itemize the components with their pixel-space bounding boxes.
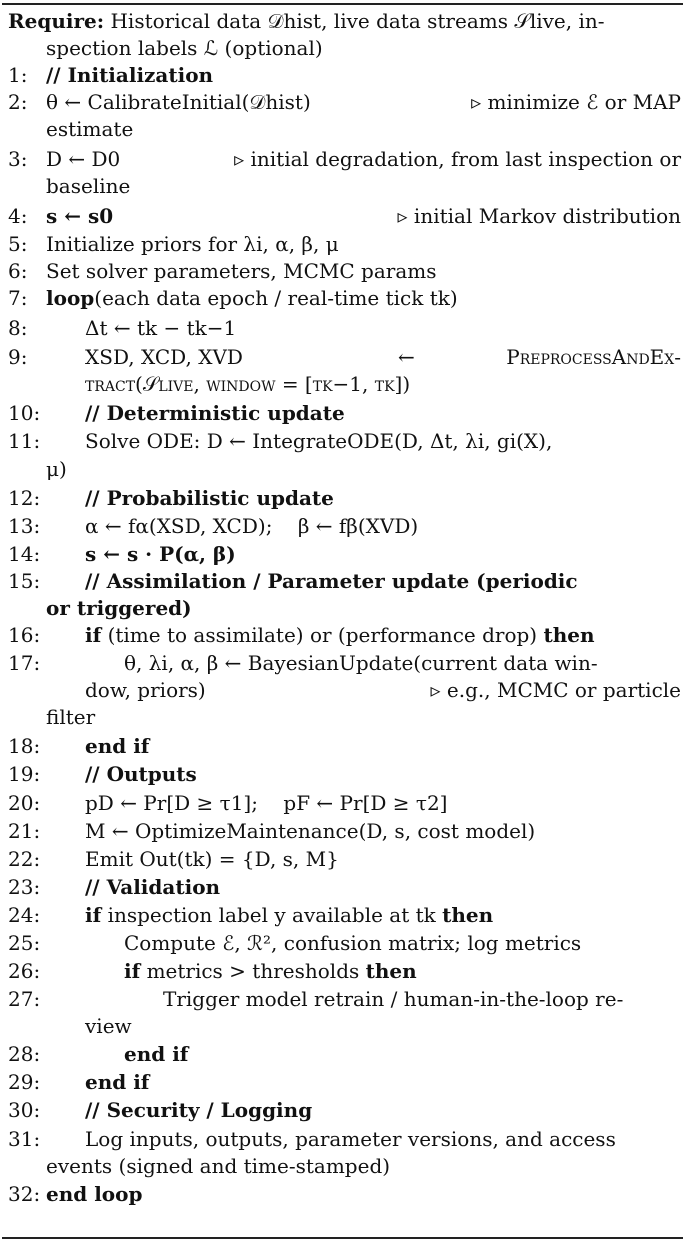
line-text: s ← s · P(α, β) (85, 542, 236, 566)
line-continuation: tract(𝒮live, window = [tk−1, tk]) (85, 372, 411, 396)
line-text: θ ← CalibrateInitial(𝒟hist) (46, 90, 311, 114)
line-text: // Validation (85, 875, 221, 899)
if-keyword: if (85, 623, 102, 647)
line-number: 25: (8, 931, 41, 955)
line-number: 9: (8, 345, 28, 369)
line-number: 22: (8, 847, 41, 871)
line-text: // Security / Logging (85, 1098, 313, 1122)
line-text: end if (85, 1070, 150, 1094)
line-text: Log inputs, outputs, parameter versions, and access (85, 1127, 616, 1151)
line-text: end if (124, 1042, 189, 1066)
then-keyword: then (365, 959, 417, 983)
line-text: XSD, XCD, XVD (85, 345, 243, 369)
line-text: metrics > thresholds (146, 959, 360, 983)
line-continuation: events (signed and time-stamped) (46, 1154, 391, 1178)
line-text: Δt ← tk − tk−1 (85, 316, 237, 340)
line-number: 18: (8, 734, 41, 758)
line-comment: ▹ initial degradation, from last inspection or (234, 147, 681, 171)
line-text: // Initialization (46, 63, 214, 87)
bottom-rule (2, 1237, 683, 1239)
if-keyword: if (124, 959, 141, 983)
line-number: 26: (8, 959, 41, 983)
line-text: pD ← Pr[D ≥ τ1]; pF ← Pr[D ≥ τ2] (85, 791, 448, 815)
line-text: Trigger model retrain / human-in-the-loop re- (163, 987, 624, 1011)
then-keyword: then (442, 903, 494, 927)
line-text: Initialize priors for λi, α, β, μ (46, 232, 339, 256)
line-comment: ▹ initial Markov distribution (397, 204, 681, 228)
line-number: 29: (8, 1070, 41, 1094)
line-text: Emit Out(tk) = {D, s, M} (85, 847, 339, 871)
line-text: (each data epoch / real-time tick tk) (94, 286, 458, 310)
line-number: 28: (8, 1042, 41, 1066)
line-continuation: view (85, 1014, 132, 1038)
line-number: 24: (8, 903, 41, 927)
line-continuation: estimate (46, 117, 134, 141)
line-continuation: baseline (46, 174, 131, 198)
line-comment: ▹ e.g., MCMC or particle (430, 678, 681, 702)
line-text: Solve ODE: D ← IntegrateODE(D, Δt, λi, gi(X), (85, 429, 553, 453)
line-call: PreprocessAndEx- (506, 345, 681, 369)
line-text: Compute ℰ, ℛ², confusion matrix; log metrics (124, 931, 582, 955)
line-number: 12: (8, 486, 41, 510)
require-keyword: Require: (8, 9, 105, 33)
line-text: inspection label y available at tk (107, 903, 436, 927)
line-number: 19: (8, 762, 41, 786)
line-number: 3: (8, 147, 28, 171)
line-continuation: filter (46, 705, 96, 729)
line-number: 8: (8, 316, 28, 340)
line-number: 32: (8, 1182, 41, 1206)
line-number: 23: (8, 875, 41, 899)
assign-arrow: ← (398, 345, 415, 369)
require-text-2: spection labels ℒ (optional) (46, 36, 323, 60)
line-number: 15: (8, 569, 41, 593)
line-continuation: or triggered) (46, 596, 192, 620)
line-number: 11: (8, 429, 41, 453)
loop-keyword: loop (46, 286, 95, 310)
line-number: 6: (8, 259, 28, 283)
line-number: 20: (8, 791, 41, 815)
line-number: 13: (8, 514, 41, 538)
line-number: 14: (8, 542, 41, 566)
line-number: 27: (8, 987, 41, 1011)
then-keyword: then (543, 623, 595, 647)
line-text: s ← s0 (46, 204, 114, 228)
line-text: // Deterministic update (85, 401, 345, 425)
line-number: 21: (8, 819, 41, 843)
line-text: D ← D0 (46, 147, 121, 171)
line-number: 17: (8, 651, 41, 675)
line-text: end loop (46, 1182, 143, 1206)
line-number: 5: (8, 232, 28, 256)
line-text: (time to assimilate) or (performance drop) (107, 623, 538, 647)
line-text: α ← fα(XSD, XCD); β ← fβ(XVD) (85, 514, 419, 538)
line-number: 30: (8, 1098, 41, 1122)
line-text: // Probabilistic update (85, 486, 334, 510)
line-comment: ▹ minimize ℰ or MAP (471, 90, 681, 114)
line-number: 4: (8, 204, 28, 228)
line-text: // Outputs (85, 762, 197, 786)
line-number: 16: (8, 623, 41, 647)
line-continuation: μ) (46, 457, 67, 481)
line-continuation: dow, priors) (85, 678, 206, 702)
if-keyword: if (85, 903, 102, 927)
line-number: 7: (8, 286, 28, 310)
require-text-1: Historical data 𝒟hist, live data streams 𝒮live, in- (110, 9, 605, 33)
line-text: M ← OptimizeMaintenance(D, s, cost model) (85, 819, 536, 843)
line-text: θ, λi, α, β ← BayesianUpdate(current data win- (124, 651, 598, 675)
line-text: // Assimilation / Parameter update (periodic (85, 569, 578, 593)
line-text: end if (85, 734, 150, 758)
line-number: 10: (8, 401, 41, 425)
line-number: 1: (8, 63, 28, 87)
top-rule (2, 3, 683, 5)
line-number: 2: (8, 90, 28, 114)
line-text: Set solver parameters, MCMC params (46, 259, 437, 283)
line-number: 31: (8, 1127, 41, 1151)
